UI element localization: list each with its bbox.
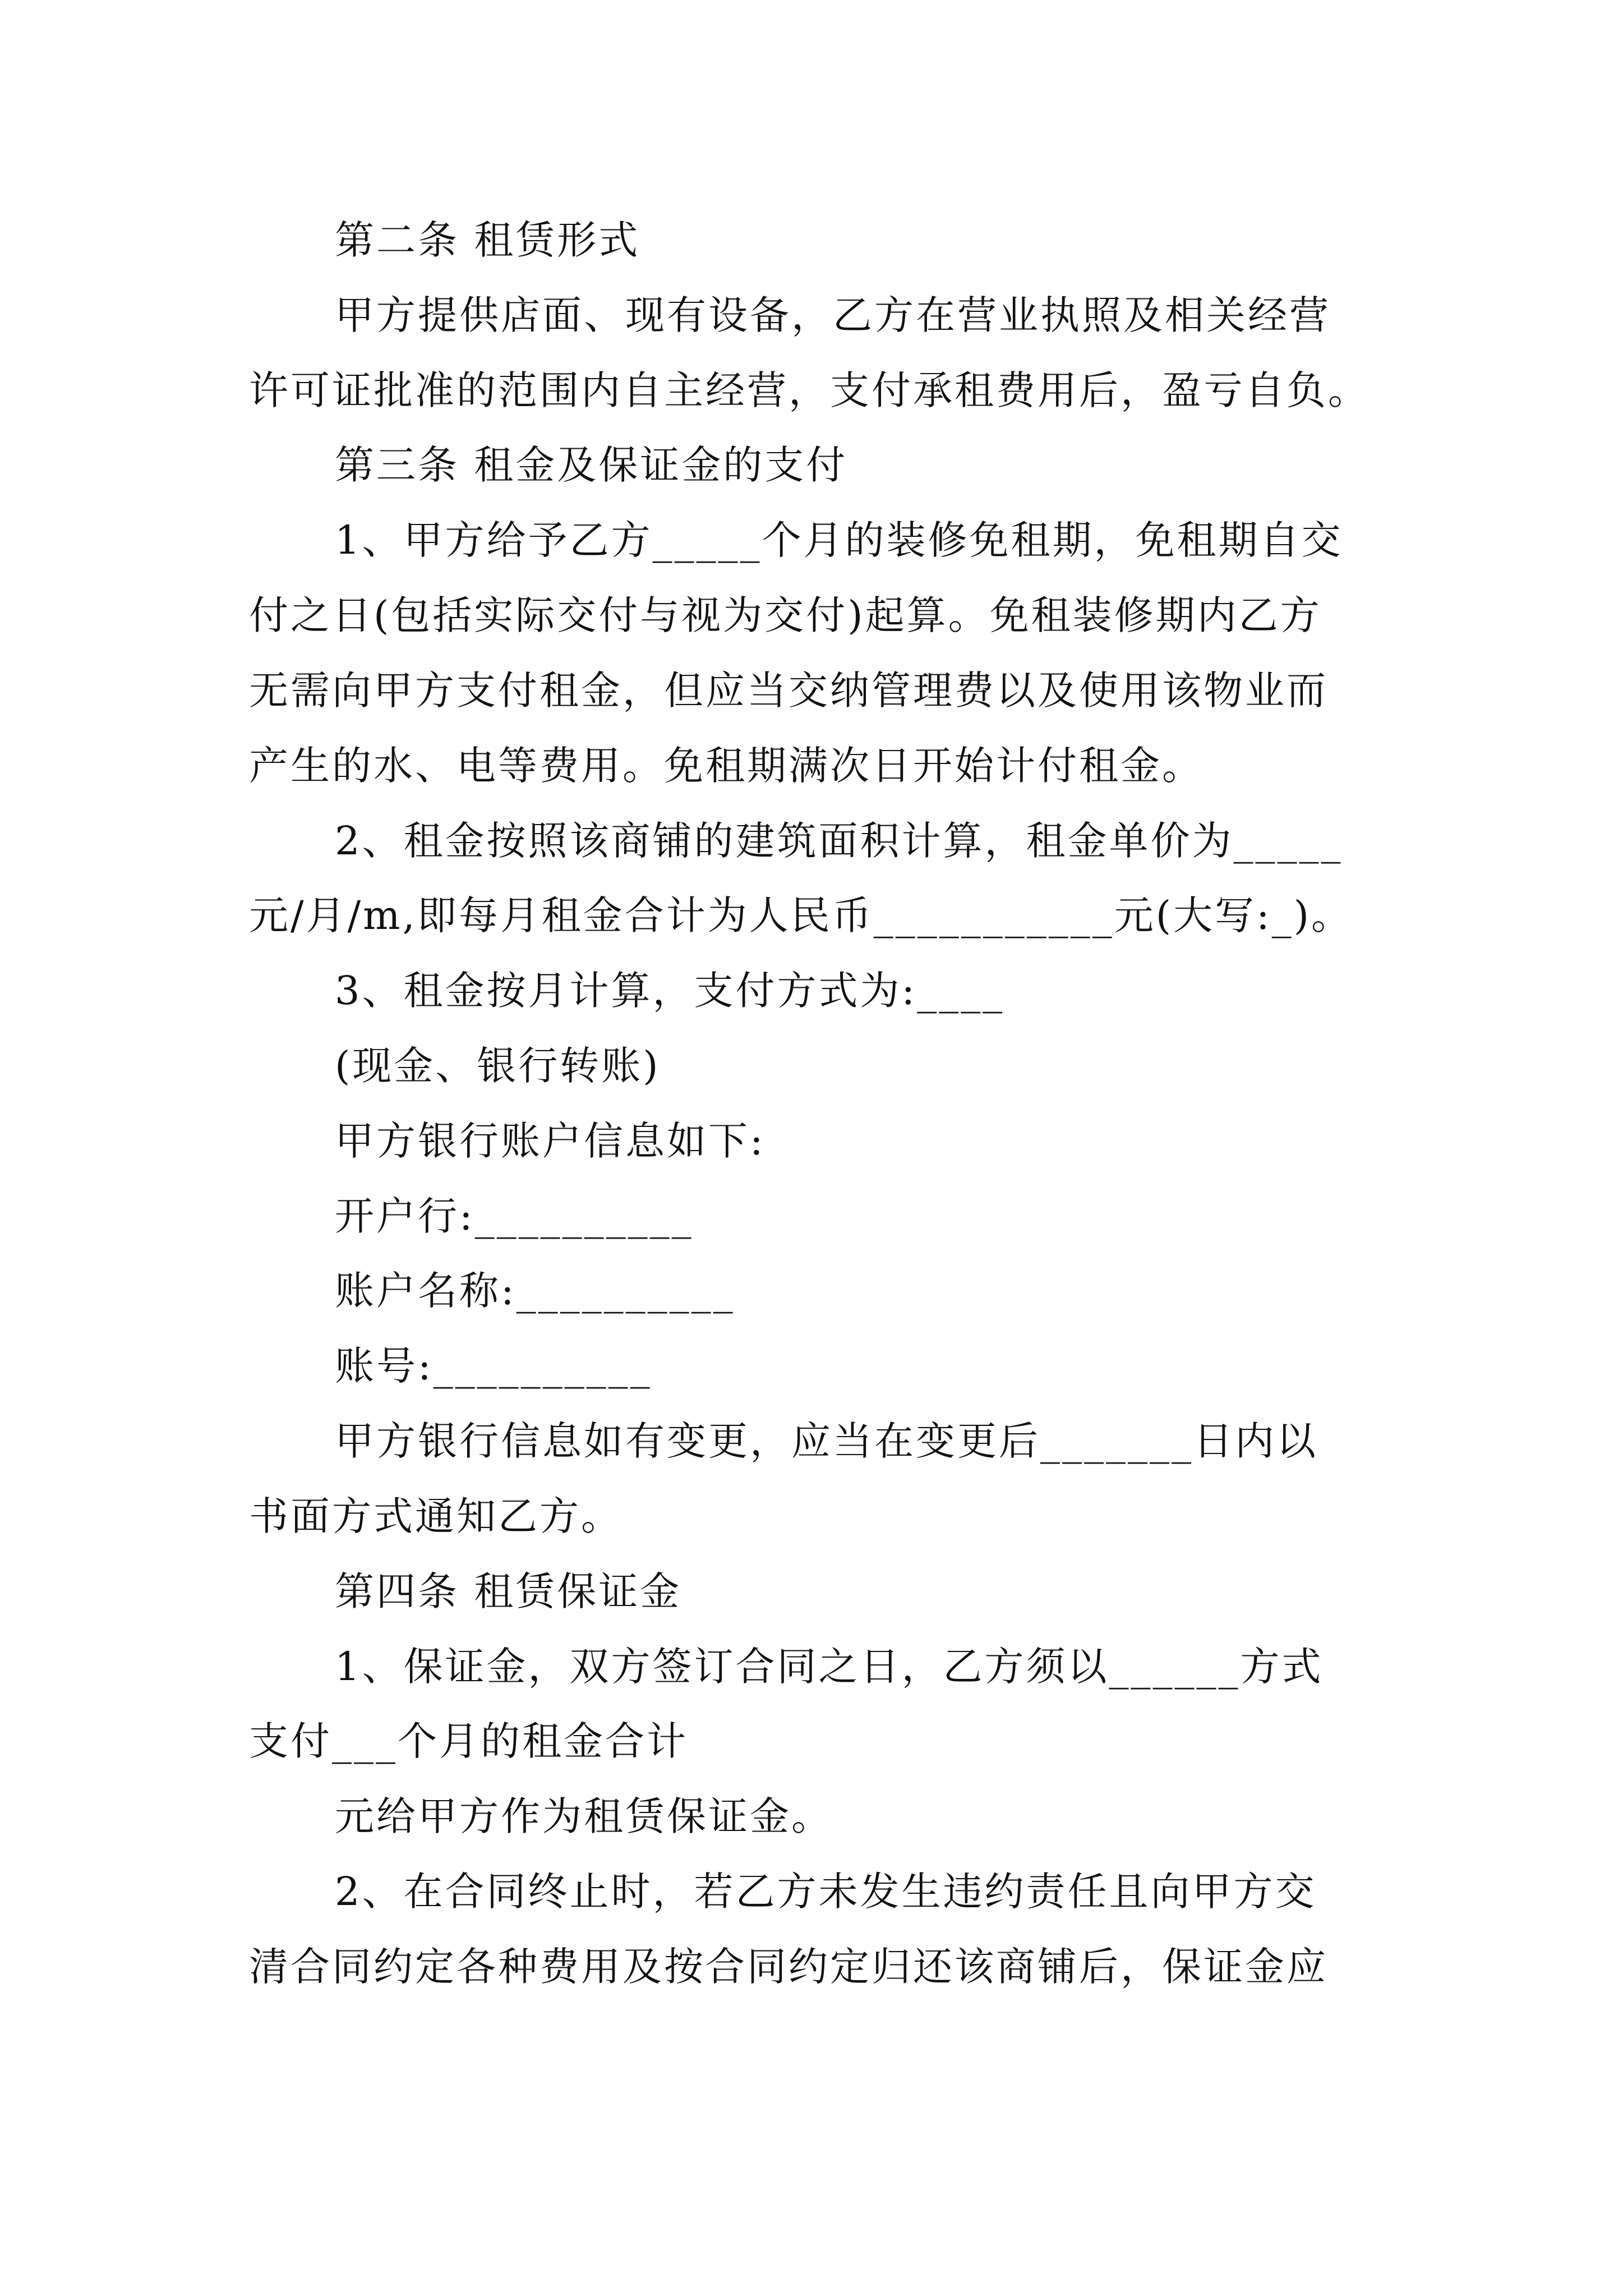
paragraph-line: 2、在合同终止时，若乙方未发生违约责任且向甲方交 [335, 1869, 1317, 1915]
paragraph-line: 3、租金按月计算，支付方式为:____ [335, 968, 1005, 1014]
paragraph-line: 甲方银行信息如有变更，应当在变更后_______日内以 [335, 1418, 1318, 1464]
paragraph-line: 支付___个月的租金合计 [249, 1718, 688, 1764]
paragraph-line: 甲方提供店面、现有设备，乙方在营业执照及相关经营 [335, 292, 1331, 338]
paragraph-line: 许可证批准的范围内自主经营，支付承租费用后，盈亏自负。 [249, 367, 1370, 413]
paragraph-line: 书面方式通知乙方。 [249, 1493, 623, 1539]
paragraph-line: 1、保证金，双方签订合同之日，乙方须以______方式 [335, 1644, 1324, 1690]
paragraph-line: 2、租金按照该商铺的建筑面积计算，租金单价为_____ [335, 818, 1343, 864]
bank-field-line: 开户行:__________ [335, 1193, 694, 1239]
paragraph-line: 清合同约定各种费用及按合同约定归还该商铺后，保证金应 [249, 1944, 1328, 1990]
account-name-field-line: 账户名称:__________ [335, 1268, 735, 1314]
paragraph-line: 元给甲方作为租赁保证金。 [335, 1793, 833, 1839]
section-heading-lease-deposit: 第四条 租赁保证金 [335, 1568, 682, 1614]
paragraph-line: 付之日(包括实际交付与视为交付)起算。免租装修期内乙方 [249, 592, 1322, 638]
paragraph-line: 无需向甲方支付租金，但应当交纳管理费以及使用该物业而 [249, 668, 1328, 714]
paragraph-line: 1、甲方给予乙方_____个月的装修免租期，免租期自交 [335, 517, 1343, 563]
section-heading-rent-deposit-payment: 第三条 租金及保证金的支付 [335, 442, 848, 488]
section-heading-lease-form: 第二条 租赁形式 [335, 217, 640, 263]
paragraph-line: (现金、银行转账) [335, 1043, 661, 1089]
account-number-field-line: 账号:__________ [335, 1343, 652, 1389]
paragraph-line: 元/月/m,即每月租金合计为人民币___________元(大写:_)。 [249, 892, 1353, 938]
paragraph-line: 产生的水、电等费用。免租期满次日开始计付租金。 [249, 743, 1204, 789]
paragraph-line: 甲方银行账户信息如下: [335, 1118, 766, 1164]
